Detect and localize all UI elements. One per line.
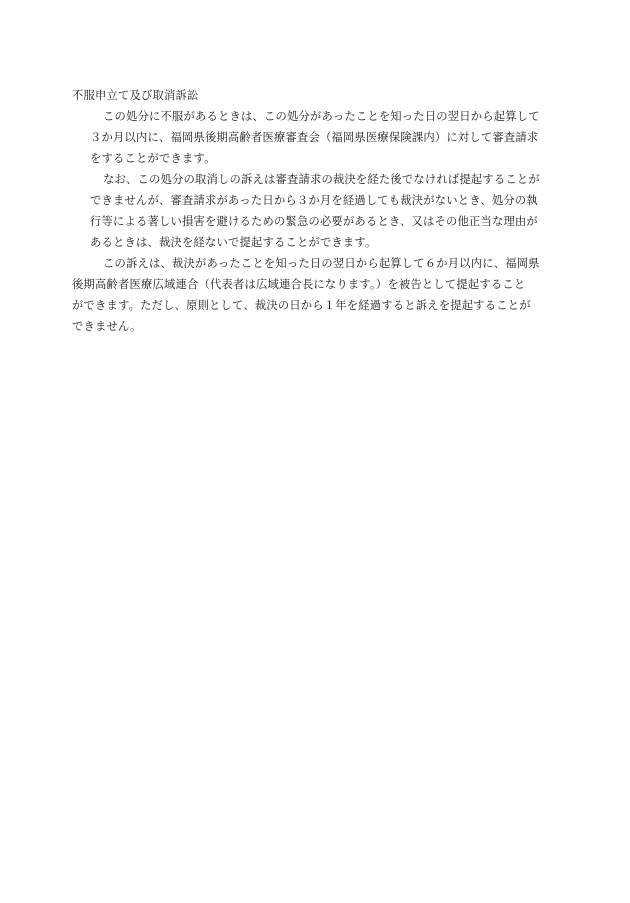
document-body xyxy=(72,85,562,337)
paragraph-lawsuit xyxy=(72,253,562,337)
paragraph-line: なお、この処分の取消しの訴えは審査請求の裁決を経た後でなければ提起することが xyxy=(103,173,540,186)
paragraph-line: 後期高齢者医療広域連合（代表者は広域連合長になります。）を被告として提起すること xyxy=(72,278,526,291)
paragraph-line: この処分に不服があるときは、この処分があったことを知った日の翌日から起算して xyxy=(103,110,540,123)
section-heading: 不服申立て及び取消訴訟 xyxy=(72,89,199,102)
paragraph-line: この訴えは、裁決があったことを知った日の翌日から起算して６か月以内に、福岡県 xyxy=(103,257,540,270)
paragraph-line: できませんが、審査請求があった日から３か月を経過しても裁決がないとき、処分の執 xyxy=(90,194,538,207)
paragraph-line: 行等による著しい損害を避けるための緊急の必要があるとき、又はその他正当な理由が xyxy=(90,215,538,228)
paragraph-line: ができます。ただし、原則として、裁決の日から１年を経過すると訴えを提起することが xyxy=(72,299,531,312)
paragraph-line: ３か月以内に、福岡県後期高齢者医療審査会（福岡県医療保険課内）に対して審査請求 xyxy=(90,131,539,144)
paragraph-line: あるときは、裁決を経ないで提起することができます。 xyxy=(90,236,377,249)
paragraph-appeal xyxy=(72,106,562,169)
paragraph-revocation xyxy=(72,169,562,253)
paragraph-line: をすることができます。 xyxy=(90,152,216,165)
paragraph-line: できません。 xyxy=(72,320,142,333)
